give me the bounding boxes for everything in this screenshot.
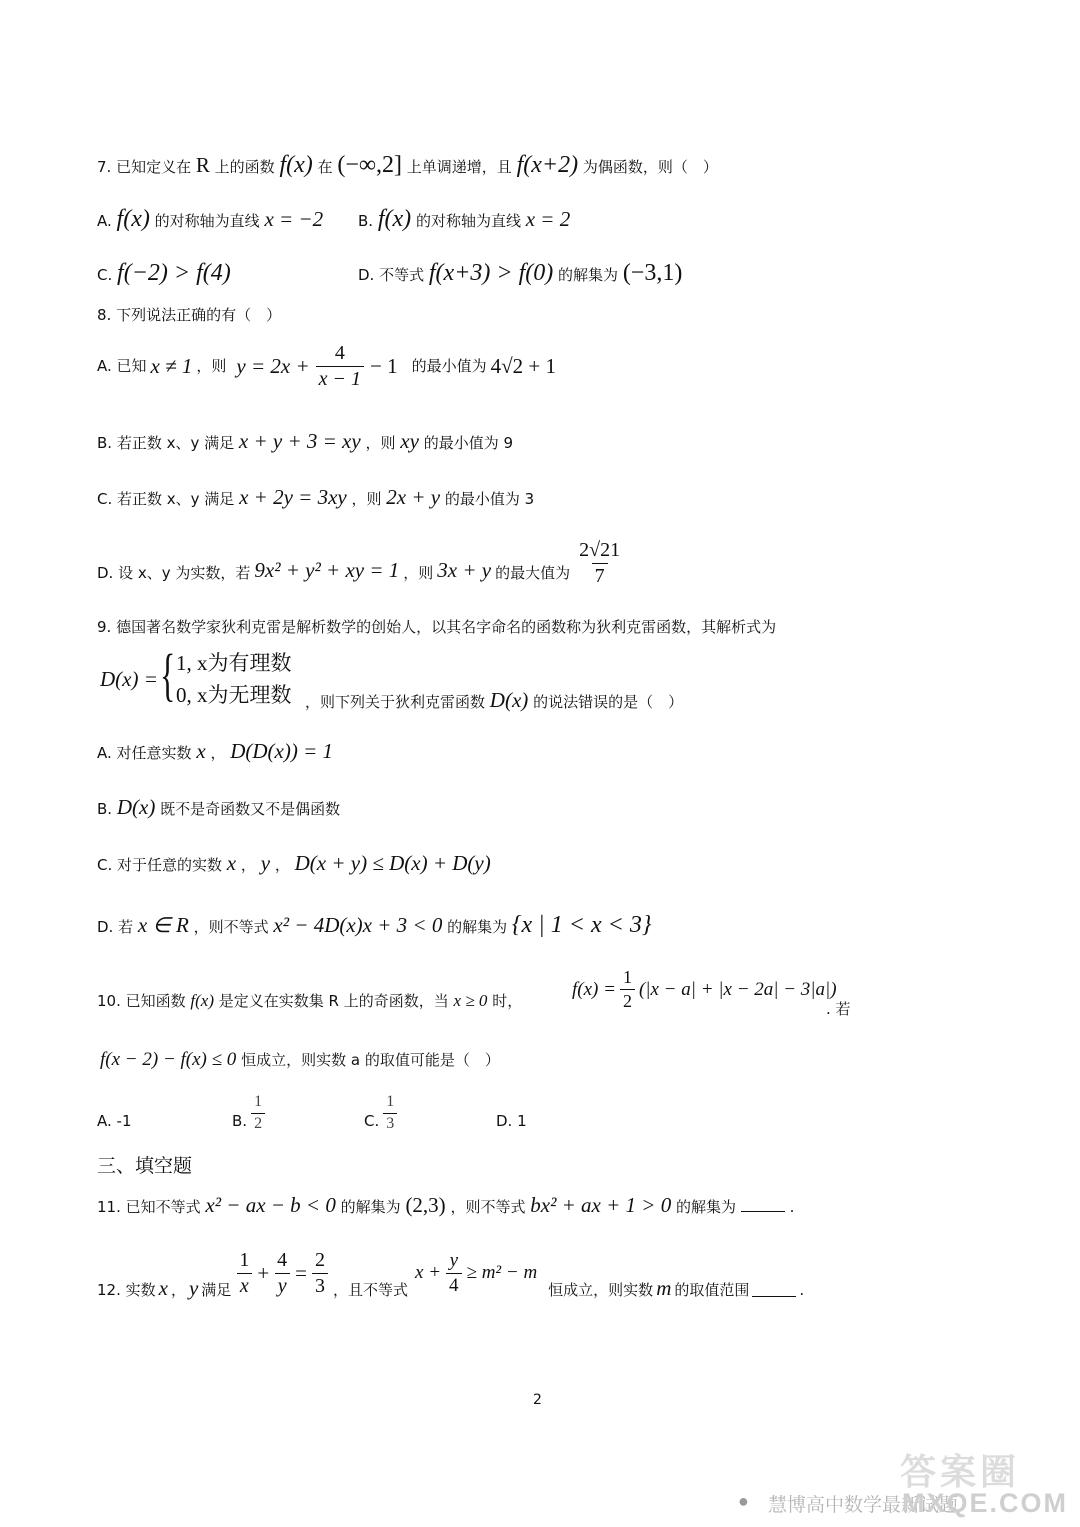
q7-option-c-label: C. [97,266,113,284]
q7-option-c-expr: f(−2) > f(4) [117,260,231,286]
q10-definition-fraction-num: 1 [622,967,632,987]
q8-option-a-fraction-den: x − 1 [316,366,364,390]
q10-definition-fraction [620,968,635,1011]
q12-fraction-1 [236,1250,252,1297]
q11-ineq1: x² − ax − b < 0 [205,1193,336,1217]
q10-option-c-fraction-den: 3 [383,1113,397,1133]
q10-option-b [232,1094,267,1133]
q8-option-b [97,428,513,454]
q12-sep: ， [170,1280,186,1299]
q9-option-c-ineq: D(x + y) ≤ D(x) + D(y) [294,851,491,875]
q12-fraction-2 [274,1250,290,1297]
q7-option-d-expr: f(x+3) > f(0) [428,260,554,286]
q8-option-c-eq: x + 2y = 3xy [239,485,347,509]
q8-option-d-fraction [576,540,623,587]
q11-stem-text-1: 11. 已知不等式 [97,1198,201,1216]
q7-stem [97,150,718,180]
q12-stem-text-2: 满足 [201,1280,232,1299]
q10-option-c-label: C. [364,1111,380,1130]
q8-option-a-tail: − 1 [370,354,398,379]
q8-option-a-text: 的最小值为 [411,357,487,376]
q9-option-a-var: x [196,739,206,763]
q8-option-d-label: D. 设 x、y 为实数，若 [97,564,251,583]
q10-definition-lhs: f(x) = [572,978,616,1000]
q9-stem-text-3: 的说法错误的是（ ） [533,693,684,711]
q8-option-c [97,484,534,510]
q11-stem-text-3: ，则不等式 [450,1198,526,1216]
q7-option-a-text: 的对称轴为直线 [154,212,260,230]
q10-stem-text-3: 时， [492,992,523,1010]
q10-option-d: D. 1 [496,1112,527,1130]
q12-plus: + [257,1260,270,1285]
q10-cond: x ≥ 0 [453,991,488,1010]
q8-stem: 8. 下列说法正确的有（ ） [97,306,282,324]
q8-option-d-then: ，则 [403,564,434,583]
watermark-logo: 答案圈 [900,1451,1021,1492]
q8-option-d-fraction-den: 7 [592,563,608,587]
q7-stem-text-4: 上单调递增，且 [406,158,512,176]
q9-option-b [97,794,340,820]
page-number: 2 [533,1392,542,1408]
q12-fraction-2-den: y [275,1273,290,1297]
q12-answer-blank [752,1284,796,1297]
q9-option-b-dx: D(x) [116,795,156,819]
section-heading: 三、填空题 [97,1155,193,1177]
q12-eq: = [295,1260,307,1285]
q7-option-c [97,258,231,288]
q8-option-d [97,540,625,587]
q11-stem-text-4: 的解集为 [676,1198,737,1216]
q12-m: m [656,1275,672,1300]
q8-option-a-label: A. 已知 [97,357,147,376]
q12-ineq-fraction-num: y [449,1249,458,1271]
q10-option-b-fraction [251,1094,265,1133]
q8-option-a-val: 4√2 + 1 [490,354,557,379]
q10-option-c [364,1094,399,1133]
q7-stem-text-3: 在 [317,158,333,176]
q9-option-c-x: x [226,851,237,875]
q8-option-d-fraction-num: 2√21 [579,539,621,561]
q12-ineq-rhs: ≥ m² − m [466,1262,538,1284]
q8-option-c-var: 2x + y [386,485,441,509]
q12-ineq-fraction [446,1251,462,1296]
q9-option-b-text: 既不是奇函数又不是偶函数 [160,800,341,818]
q8-option-d-var: 3x + y [437,557,492,582]
q7-option-b-fx: f(x) [377,206,412,232]
q11-end: . [789,1198,795,1216]
q8-option-a-y: y = 2x + [236,354,310,379]
q9-option-c-sep2: ， [274,856,290,874]
q10-option-b-fraction-num: 1 [254,1093,263,1110]
q9-option-d-label: D. 若 [97,918,134,936]
q8-option-a [97,343,556,390]
q12-fraction-3 [312,1250,328,1297]
q10-stem-text-2: 是定义在实数集 R 上的奇函数，当 [218,992,449,1010]
q10-option-c-fraction [383,1094,397,1133]
q10-stem-text-5: 恒成立，则实数 a 的取值可能是（ ） [241,1051,500,1069]
q7-fx2: f(x+2) [516,152,579,178]
q9-option-d-text: 的解集为 [447,918,508,936]
q9-option-a-eq: D(D(x)) = 1 [230,739,334,763]
q11-set: (2,3) [405,1193,446,1217]
q9-definition-case-2: 0, x为无理数 [176,683,292,707]
q12-stem-text-1: 12. 实数 [97,1280,156,1299]
q10-condition [100,1048,500,1072]
q7-option-d-text: 的解集为 [558,266,619,284]
q12-stem-text-3: ，且不等式 [333,1280,409,1299]
q9-stem-text-2: ，则下列关于狄利克雷函数 [305,693,486,711]
q8-option-c-label: C. 若正数 x、y 满足 [97,490,235,508]
q7-option-b-text: 的对称轴为直线 [415,212,521,230]
q11-stem-text-2: 的解集为 [340,1198,401,1216]
q7-stem-text-5: 为偶函数，则（ ） [582,158,718,176]
q9-option-a [97,738,333,764]
q9-option-d-then: ，则不等式 [193,918,269,936]
q7-option-d [358,258,682,288]
wechat-icon: ● [738,1491,749,1511]
q10-option-c-fraction-num: 1 [386,1093,395,1110]
q12-stem [97,1244,804,1302]
q12-end: . [799,1280,805,1299]
q7-stem-text-1: 7. 已知定义在 [97,158,192,176]
q7-option-d-set: (−3,1) [622,260,683,286]
q9-option-d-ineq: x² − 4D(x)x + 3 < 0 [273,913,443,937]
q8-option-c-then: ，则 [351,490,382,508]
q9-definition-lhs: D(x) = [100,667,158,691]
q12-stem-text-4: 恒成立，则实数 [548,1280,654,1299]
q9-option-c-y: y [260,851,271,875]
q12-fraction-3-num: 2 [315,1248,325,1271]
q8-option-a-fraction-num: 4 [334,342,345,364]
q9-option-d-cond: x ∈ R [137,913,189,937]
q12-ineq-lhs: x + [415,1262,442,1284]
q9-stem-continued [305,687,683,713]
q10-stem-text-1: 10. 已知函数 [97,992,186,1010]
q7-interval: (−∞,2] [337,152,402,178]
q9-definition-brace: { [160,642,176,707]
q8-option-a-then: ，则 [196,357,227,376]
q10-ineq: f(x − 2) − f(x) ≤ 0 [100,1049,237,1070]
q8-option-d-eq: 9x² + y² + xy = 1 [254,557,400,582]
watermark-text: 慧博高中数学最新试题 [768,1495,959,1516]
q9-option-d-set: {x | 1 < x < 3} [511,912,652,938]
q7-fx: f(x) [279,152,313,178]
q7-option-a-eq: x = −2 [264,207,324,231]
q12-x: x [158,1275,168,1300]
q7-set-r: R [195,153,210,177]
q9-option-b-label: B. [97,800,113,818]
q9-definition-case-1: 1, x为有理数 [176,651,292,675]
q10-option-a: A. -1 [97,1112,132,1130]
q9-dx: D(x) [489,688,529,712]
q7-option-a-fx: f(x) [116,206,150,232]
q7-option-b-eq: x = 2 [525,207,571,231]
q8-option-b-text: 的最小值为 9 [423,434,514,452]
q10-fx: f(x) [190,991,214,1010]
q11-stem [97,1192,794,1218]
q8-option-a-fraction [316,343,364,390]
q9-option-c [97,850,491,876]
q10-option-b-label: B. [232,1111,248,1130]
q12-fraction-2-num: 4 [277,1248,288,1271]
q8-option-d-text: 的最大值为 [495,564,571,583]
q9-option-c-label: C. 对于任意的实数 [97,856,223,874]
q10-stem-text-4: . 若 [826,1000,851,1018]
q9-option-a-sep: ， [210,744,226,762]
q8-option-a-cond: x ≠ 1 [150,354,193,379]
q7-stem-text-2: 上的函数 [214,158,275,176]
q7-option-b [358,204,570,234]
watermark-site: MXQE.COM [902,1488,1069,1518]
q9-option-c-sep1: ， [240,856,256,874]
q12-y: y [188,1275,199,1300]
q12-fraction-1-num: 1 [239,1248,250,1271]
q10-stem [97,990,522,1011]
q8-option-b-eq: x + y + 3 = xy [238,429,361,453]
q7-option-a-label: A. [97,212,112,230]
q12-ineq-fraction-den: 4 [446,1273,462,1296]
q11-ineq2: bx² + ax + 1 > 0 [530,1193,672,1217]
q12-fraction-3-den: 3 [312,1273,328,1297]
q7-option-d-label: D. 不等式 [358,266,425,284]
q7-option-a [97,204,323,234]
q11-answer-blank [741,1199,785,1212]
q12-fraction-1-den: x [237,1273,252,1297]
q10-definition [572,968,837,1011]
q9-stem: 9. 德国著名数学家狄利克雷是解析数学的创始人，以其名字命名的函数称为狄利克雷函数，其解析式为 [97,618,777,636]
q9-option-d [97,910,651,940]
q7-option-b-label: B. [358,212,374,230]
q8-option-b-then: ，则 [365,434,396,452]
q10-definition-fraction-den: 2 [620,989,635,1011]
q10-definition-rhs: (|x − a| + |x − 2a| − 3|a|) [638,978,837,1000]
q8-option-b-label: B. 若正数 x、y 满足 [97,434,235,452]
q8-option-b-var: xy [400,429,419,453]
q8-option-c-text: 的最小值为 3 [444,490,535,508]
q10-option-b-fraction-den: 2 [251,1113,265,1133]
q9-option-a-label: A. 对任意实数 [97,744,192,762]
q12-stem-text-5: 的取值范围 [674,1280,750,1299]
